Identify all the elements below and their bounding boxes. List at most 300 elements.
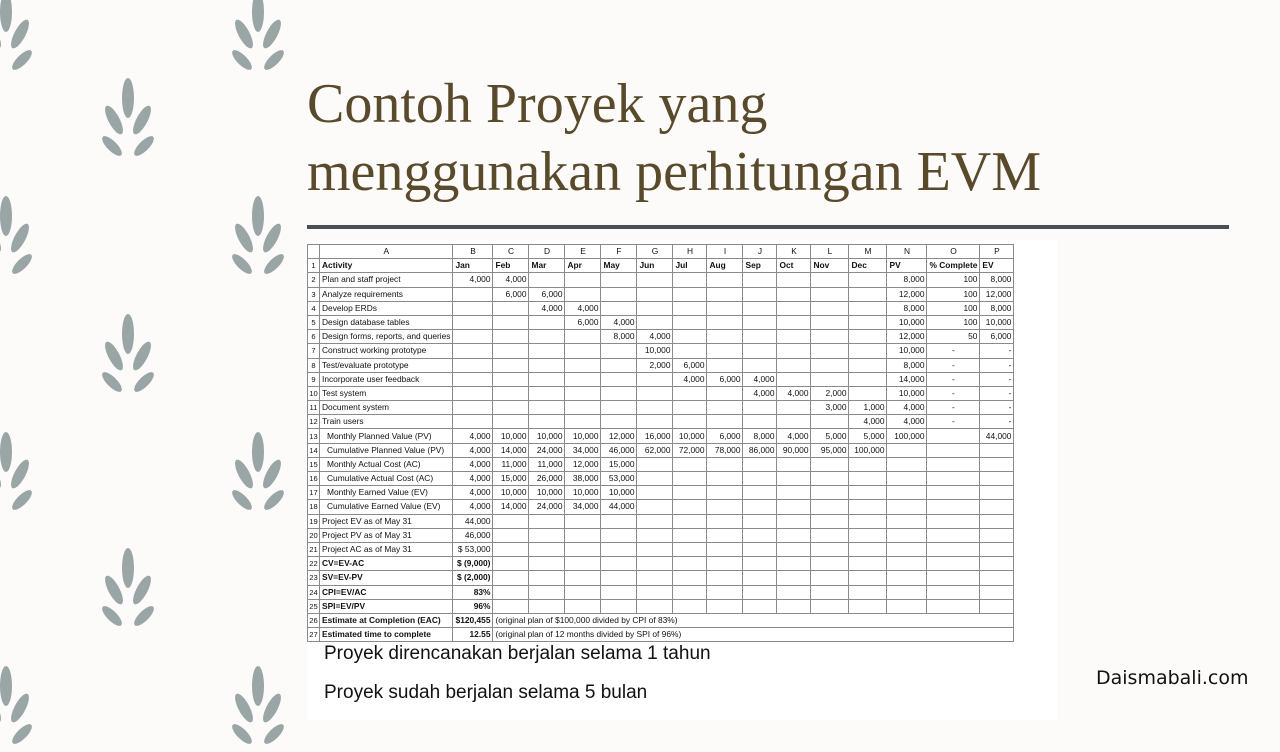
leaf-icon (230, 660, 286, 752)
table-cell (887, 528, 927, 542)
table-cell (777, 358, 811, 372)
column-letter: D (529, 245, 565, 259)
table-cell: 34,000 (565, 443, 601, 457)
table-row (308, 429, 1014, 443)
table-cell (673, 401, 707, 415)
row-number: 4 (308, 301, 320, 315)
table-cell: 11,000 (529, 457, 565, 471)
table-cell: - (980, 386, 1014, 400)
table-cell (707, 401, 743, 415)
table-cell (743, 599, 777, 613)
table-cell (637, 472, 673, 486)
row-number: 10 (308, 386, 320, 400)
table-cell (529, 585, 565, 599)
table-cell (453, 401, 493, 415)
table-cell: 4,000 (453, 443, 493, 457)
table-cell (811, 500, 849, 514)
table-row (308, 401, 1014, 415)
table-cell (777, 528, 811, 542)
table-cell (743, 528, 777, 542)
table-cell (887, 443, 927, 457)
row-number: 23 (308, 571, 320, 585)
table-cell (811, 358, 849, 372)
table-cell (743, 273, 777, 287)
table-cell: 4,000 (453, 486, 493, 500)
table-cell (777, 457, 811, 471)
title-line-2: menggunakan perhitungan EVM (307, 141, 1042, 203)
table-cell (927, 571, 980, 585)
table-cell: 95,000 (811, 443, 849, 457)
table-cell (673, 486, 707, 500)
table-row (308, 486, 1014, 500)
table-cell: 100,000 (849, 443, 887, 457)
table-cell (887, 585, 927, 599)
table-cell (980, 457, 1014, 471)
table-cell: 1,000 (849, 401, 887, 415)
row-label-cell: Develop ERDs (320, 301, 453, 315)
table-cell: 8,000 (980, 273, 1014, 287)
leaf-icon (230, 190, 286, 282)
table-cell (565, 599, 601, 613)
table-cell: 24,000 (529, 500, 565, 514)
table-cell (927, 528, 980, 542)
table-cell (707, 457, 743, 471)
table-cell (707, 472, 743, 486)
table-cell (673, 472, 707, 486)
table-cell (849, 472, 887, 486)
table-cell (849, 372, 887, 386)
table-cell (601, 557, 637, 571)
table-cell: 86,000 (743, 443, 777, 457)
table-cell (453, 415, 493, 429)
table-cell: 96% (453, 599, 493, 613)
table-cell (849, 585, 887, 599)
table-cell (849, 528, 887, 542)
table-cell (980, 528, 1014, 542)
leaf-icon (230, 426, 286, 518)
table-cell (777, 500, 811, 514)
table-cell (453, 301, 493, 315)
table-cell (601, 301, 637, 315)
table-cell: - (927, 358, 980, 372)
row-number: 12 (308, 415, 320, 429)
table-cell (565, 585, 601, 599)
table-cell: 4,000 (493, 273, 529, 287)
table-cell: 8,000 (743, 429, 777, 443)
table-cell (493, 599, 529, 613)
row-number: 1 (308, 259, 320, 273)
table-cell: 2,000 (637, 358, 673, 372)
table-cell (777, 287, 811, 301)
table-cell (777, 372, 811, 386)
table-cell: 10,000 (673, 429, 707, 443)
table-cell (743, 415, 777, 429)
table-cell (493, 386, 529, 400)
table-cell (453, 287, 493, 301)
table-cell (811, 571, 849, 585)
table-cell (529, 415, 565, 429)
table-cell (529, 542, 565, 556)
table-cell (637, 557, 673, 571)
table-cell: - (980, 344, 1014, 358)
table-cell (887, 542, 927, 556)
table-cell (601, 273, 637, 287)
row-number: 22 (308, 557, 320, 571)
table-cell (637, 514, 673, 528)
row-label-cell: Monthly Planned Value (PV) (320, 429, 453, 443)
row-number: 15 (308, 457, 320, 471)
slide-title (307, 70, 1041, 206)
table-cell (565, 330, 601, 344)
row-label-cell: Project AC as of May 31 (320, 542, 453, 556)
table-cell: 24,000 (529, 443, 565, 457)
table-cell: 100 (927, 273, 980, 287)
table-cell (743, 557, 777, 571)
row-number: 18 (308, 500, 320, 514)
table-cell (601, 585, 637, 599)
table-cell (743, 457, 777, 471)
table-cell: 10,000 (887, 344, 927, 358)
title-underline (307, 225, 1229, 229)
row-number: 21 (308, 542, 320, 556)
table-cell: 15,000 (493, 472, 529, 486)
table-cell (673, 599, 707, 613)
table-cell (529, 571, 565, 585)
row-number: 2 (308, 273, 320, 287)
table-cell (673, 557, 707, 571)
table-cell: 4,000 (777, 386, 811, 400)
table-cell: Mar (529, 259, 565, 273)
leaf-icon (100, 72, 156, 164)
table-cell: 44,000 (980, 429, 1014, 443)
note-duration-elapsed: Proyek sudah berjalan selama 5 bulan (324, 682, 648, 703)
table-cell (493, 528, 529, 542)
table-cell (493, 542, 529, 556)
table-cell (849, 287, 887, 301)
table-cell (707, 514, 743, 528)
table-cell: - (980, 415, 1014, 429)
table-cell: 10,000 (980, 315, 1014, 329)
table-cell: 10,000 (529, 429, 565, 443)
table-cell (927, 557, 980, 571)
row-number: 13 (308, 429, 320, 443)
table-cell (637, 315, 673, 329)
table-cell (777, 571, 811, 585)
column-letter: M (849, 245, 887, 259)
table-cell: 10,000 (887, 386, 927, 400)
table-cell (707, 585, 743, 599)
table-cell: 16,000 (637, 429, 673, 443)
table-cell (453, 372, 493, 386)
table-cell (887, 500, 927, 514)
row-label-cell: Analyze requirements (320, 287, 453, 301)
table-cell (777, 557, 811, 571)
table-cell (927, 500, 980, 514)
table-cell: 90,000 (777, 443, 811, 457)
table-cell (849, 457, 887, 471)
table-cell (811, 599, 849, 613)
table-cell (529, 330, 565, 344)
table-cell (777, 301, 811, 315)
table-cell: 34,000 (565, 500, 601, 514)
table-cell: - (980, 358, 1014, 372)
table-cell: 6,000 (493, 287, 529, 301)
table-cell (777, 514, 811, 528)
table-cell (980, 514, 1014, 528)
table-cell (601, 287, 637, 301)
table-cell (529, 401, 565, 415)
table-cell (980, 542, 1014, 556)
table-cell (601, 358, 637, 372)
table-cell: Aug (707, 259, 743, 273)
table-cell (565, 372, 601, 386)
table-cell: 53,000 (601, 472, 637, 486)
column-letter: E (565, 245, 601, 259)
column-letter: I (707, 245, 743, 259)
leaf-icon (0, 0, 34, 78)
table-cell (849, 571, 887, 585)
table-cell: 4,000 (453, 500, 493, 514)
table-cell (565, 571, 601, 585)
table-cell (743, 472, 777, 486)
table-cell: 4,000 (849, 415, 887, 429)
table-cell: 44,000 (453, 514, 493, 528)
table-cell: 4,000 (887, 401, 927, 415)
table-row (308, 273, 1014, 287)
row-number: 8 (308, 358, 320, 372)
table-row (308, 557, 1014, 571)
row-number: 14 (308, 443, 320, 457)
table-cell (927, 599, 980, 613)
table-cell (777, 273, 811, 287)
table-cell (493, 401, 529, 415)
table-cell (565, 528, 601, 542)
table-cell: 10,000 (529, 486, 565, 500)
table-cell (887, 486, 927, 500)
table-cell (980, 571, 1014, 585)
table-cell (777, 599, 811, 613)
row-number: 16 (308, 472, 320, 486)
table-cell (707, 415, 743, 429)
table-cell: 4,000 (743, 386, 777, 400)
table-cell (707, 273, 743, 287)
table-cell: (original plan of $100,000 divided by CPI of 83%) (493, 613, 1014, 627)
table-cell (980, 557, 1014, 571)
table-cell (601, 372, 637, 386)
table-cell (777, 330, 811, 344)
table-cell: 4,000 (453, 273, 493, 287)
table-cell (529, 273, 565, 287)
row-label-cell: Estimated time to complete (320, 628, 453, 642)
table-cell (980, 599, 1014, 613)
row-number: 11 (308, 401, 320, 415)
table-cell: 3,000 (811, 401, 849, 415)
table-cell: 12.55 (453, 628, 493, 642)
table-cell: $ (2,000) (453, 571, 493, 585)
table-cell: 4,000 (529, 301, 565, 315)
table-cell (453, 330, 493, 344)
table-cell (887, 457, 927, 471)
row-label-cell: Design database tables (320, 315, 453, 329)
leaf-icon (0, 660, 34, 752)
table-cell (493, 585, 529, 599)
row-label-cell: SV=EV-PV (320, 571, 453, 585)
table-cell (777, 401, 811, 415)
column-letter: H (673, 245, 707, 259)
site-watermark: Daismabali.com (1096, 667, 1249, 689)
row-label-cell: Project PV as of May 31 (320, 528, 453, 542)
row-label-cell: Cumulative Actual Cost (AC) (320, 472, 453, 486)
table-cell (673, 528, 707, 542)
table-cell: 6,000 (565, 315, 601, 329)
table-cell (637, 301, 673, 315)
table-cell: 4,000 (453, 472, 493, 486)
table-cell (565, 557, 601, 571)
table-cell: 100,000 (887, 429, 927, 443)
table-cell (637, 528, 673, 542)
table-row (308, 542, 1014, 556)
table-cell (637, 599, 673, 613)
table-cell (777, 344, 811, 358)
table-cell (565, 386, 601, 400)
table-row (308, 301, 1014, 315)
row-label-cell: Cumulative Earned Value (EV) (320, 500, 453, 514)
table-cell (707, 571, 743, 585)
row-label-cell: Plan and staff project (320, 273, 453, 287)
table-cell (673, 301, 707, 315)
table-cell: Apr (565, 259, 601, 273)
column-letter: G (637, 245, 673, 259)
table-cell (887, 472, 927, 486)
table-cell (887, 514, 927, 528)
table-cell (637, 287, 673, 301)
table-cell: 72,000 (673, 443, 707, 457)
table-cell (777, 486, 811, 500)
table-cell (849, 358, 887, 372)
table-cell (601, 415, 637, 429)
table-cell: 4,000 (887, 415, 927, 429)
table-cell: 78,000 (707, 443, 743, 457)
table-cell (849, 330, 887, 344)
table-cell (980, 500, 1014, 514)
table-cell (849, 500, 887, 514)
table-row (308, 585, 1014, 599)
row-label-cell: Cumulative Planned Value (PV) (320, 443, 453, 457)
table-cell: 8,000 (887, 273, 927, 287)
table-cell: 10,000 (493, 486, 529, 500)
table-cell (493, 514, 529, 528)
table-cell: 4,000 (777, 429, 811, 443)
table-cell (493, 571, 529, 585)
table-cell (707, 315, 743, 329)
table-cell (811, 330, 849, 344)
table-cell: - (927, 372, 980, 386)
table-cell (887, 599, 927, 613)
table-cell (777, 315, 811, 329)
table-cell (849, 344, 887, 358)
table-cell (673, 315, 707, 329)
table-cell (887, 571, 927, 585)
table-cell (743, 585, 777, 599)
table-cell (927, 457, 980, 471)
row-number: 3 (308, 287, 320, 301)
table-cell (743, 344, 777, 358)
table-cell: 8,000 (601, 330, 637, 344)
evm-spreadsheet (307, 244, 1014, 642)
table-cell (601, 528, 637, 542)
table-cell: 4,000 (673, 372, 707, 386)
table-cell: 10,000 (565, 486, 601, 500)
table-cell (637, 401, 673, 415)
table-cell (777, 472, 811, 486)
table-cell (707, 528, 743, 542)
table-cell: 50 (927, 330, 980, 344)
table-row (308, 613, 1014, 627)
table-cell (601, 344, 637, 358)
table-cell: 8,000 (887, 358, 927, 372)
row-label-cell: SPI=EV/PV (320, 599, 453, 613)
table-row (308, 315, 1014, 329)
table-cell: 10,000 (565, 429, 601, 443)
column-letter: N (887, 245, 927, 259)
table-cell (707, 599, 743, 613)
table-cell: (original plan of 12 months divided by SPI of 96%) (493, 628, 1014, 642)
table-cell (673, 273, 707, 287)
row-label-cell: Train users (320, 415, 453, 429)
row-number: 6 (308, 330, 320, 344)
row-number: 25 (308, 599, 320, 613)
table-cell (529, 557, 565, 571)
table-cell (811, 472, 849, 486)
column-letter: K (777, 245, 811, 259)
table-cell (811, 585, 849, 599)
table-cell: - (927, 415, 980, 429)
table-cell (565, 401, 601, 415)
table-cell (849, 273, 887, 287)
table-cell: 6,000 (707, 372, 743, 386)
table-cell (529, 514, 565, 528)
table-row (308, 443, 1014, 457)
table-cell: 12,000 (980, 287, 1014, 301)
table-cell (849, 315, 887, 329)
table-cell (601, 571, 637, 585)
table-cell: 2,000 (811, 386, 849, 400)
table-cell (637, 542, 673, 556)
table-cell (849, 514, 887, 528)
table-cell (493, 315, 529, 329)
table-cell (980, 443, 1014, 457)
row-label-cell: Document system (320, 401, 453, 415)
table-cell (811, 415, 849, 429)
table-cell: - (980, 372, 1014, 386)
table-row (308, 358, 1014, 372)
table-row (308, 528, 1014, 542)
table-row (308, 287, 1014, 301)
table-cell (743, 358, 777, 372)
table-cell (927, 472, 980, 486)
table-cell (493, 301, 529, 315)
table-cell (743, 500, 777, 514)
table-row (308, 344, 1014, 358)
row-label-cell: CV=EV-AC (320, 557, 453, 571)
table-cell: 4,000 (453, 457, 493, 471)
table-cell (707, 557, 743, 571)
table-cell (927, 429, 980, 443)
table-row (308, 330, 1014, 344)
table-cell: Jun (637, 259, 673, 273)
table-cell (707, 386, 743, 400)
table-cell (980, 486, 1014, 500)
